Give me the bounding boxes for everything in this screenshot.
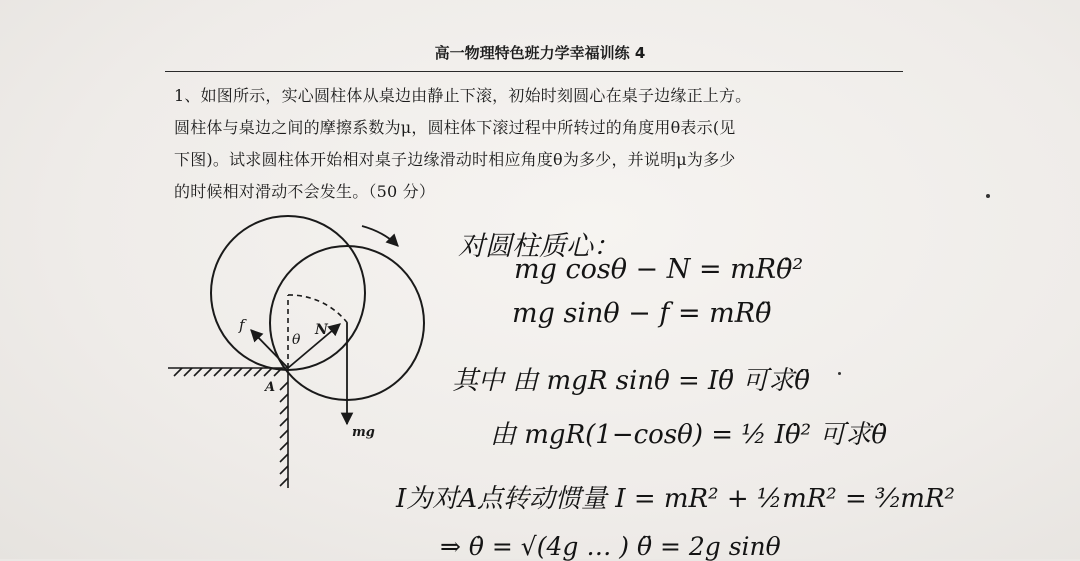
question-line-4: 的时候相对滑动不会发生。（50 分） xyxy=(174,182,436,201)
angle-arc-dashed xyxy=(288,295,349,325)
solution-eq-torque: 其中 由 mgR sinθ = Iθ̈ 可求θ̈ xyxy=(452,366,810,396)
label-theta: θ xyxy=(292,332,301,348)
solution-eq-radial: mg cosθ − N = mRθ̇² xyxy=(514,254,804,285)
solution-moment-of-inertia: I为对A点转动惯量 I = mR² + ½mR² = ³⁄₂mR² xyxy=(396,484,955,514)
worksheet-title: 高一物理特色班力学幸福训练 4 xyxy=(434,44,646,62)
solution-eq-tangential: mg sinθ − f = mRθ̈ xyxy=(512,298,772,329)
table-top-surface xyxy=(168,368,288,376)
label-A: A xyxy=(265,380,276,395)
solution-heading: 对圆柱质心： xyxy=(458,231,620,262)
question-line-3: 下图)。试求圆柱体开始相对桌子边缘滑动时相应角度θ为多少，并说明μ为多少 xyxy=(174,150,736,169)
label-f: f xyxy=(239,316,245,334)
table-edge-wall xyxy=(280,368,288,488)
rotation-direction-arrow xyxy=(362,226,398,246)
question-line-1: 1、如图所示，实心圆柱体从桌边由静止下滚，初始时刻圆心在桌子边缘正上方。 xyxy=(174,86,752,105)
paper-speck xyxy=(986,194,990,198)
question-line-2: 圆柱体与桌边之间的摩擦系数为μ，圆柱体下滚过程中所转过的角度用θ表示(见 xyxy=(174,118,736,137)
paper-speck xyxy=(838,372,841,375)
label-mg: mg xyxy=(352,425,375,440)
solution-result: ⇒ θ̇ = √(4g … ) θ̈ = 2g sinθ xyxy=(440,532,781,561)
label-N: N xyxy=(315,322,328,338)
solution-eq-energy: 由 mgR(1−cosθ) = ½ Iθ̇² 可求θ̇ xyxy=(490,420,888,450)
